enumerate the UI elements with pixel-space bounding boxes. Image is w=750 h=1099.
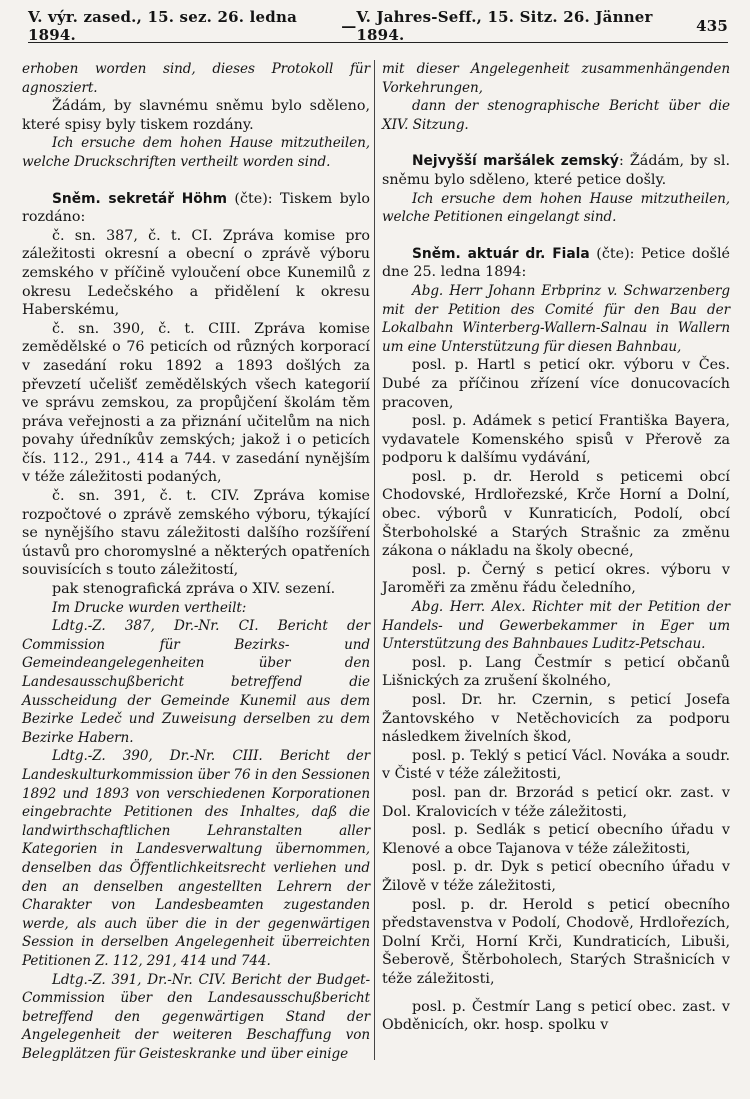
column-divider bbox=[374, 60, 375, 1060]
left-paragraph: Im Drucke wurden vertheilt: bbox=[52, 599, 247, 616]
left-paragraph: Ldtg.-Z. 387, Dr.-Nr. CI. Bericht der Commission für Bezirks- und Gemeindeangelegenheiten über den Landesausschußbericht betreffend die Ausscheidung der Gemeinde Kunemil aus dem Bezirke Ledeč und Zuweisung derselben zu dem Bezirke Habern. bbox=[22, 618, 370, 746]
right-paragraph: Nejvyšší maršálek zemský: Žádám, by sl. sněmu bylo sděleno, které petice došly. bbox=[382, 153, 730, 188]
left-paragraph: Ldtg.-Z. 391, Dr.-Nr. CIV. Bericht der Budget-Commission über den Landesausschußbericht betreffend den gegenwärtigen Stand der Angelegenheit der weiteren Beschaffung von Belegplätzen für Geisteskranke und über einige bbox=[22, 971, 370, 1062]
header-dash: — bbox=[341, 17, 357, 35]
right-paragraph: Abg. Herr Johann Erbprinz v. Schwarzenberg mit der Petition des Comité für den Bau der Lokalbahn Winterberg-Wallern-Salnau in Wallern um eine Unterstützung für diesen Bahnbau, bbox=[382, 282, 730, 355]
page-number: 435 bbox=[696, 17, 728, 35]
right-paragraph: posl. pan dr. Brzorád s peticí okr. zast. v Dol. Kralovicích v téže záležitosti, bbox=[382, 784, 730, 820]
left-paragraph: pak stenografická zpráva o XIV. sezení. bbox=[52, 581, 336, 598]
right-paragraph: Ich ersuche dem hohen Hause mitzutheilen, welche Petitionen eingelangt sind. bbox=[382, 190, 730, 226]
header-czech-session: V. výr. zased., 15. sez. 26. ledna 1894. bbox=[28, 8, 297, 44]
left-paragraph: Ich ersuche dem hohen Hause mitzutheilen, welche Druckschriften vertheilt worden sind. bbox=[22, 135, 370, 170]
right-paragraph: posl. p. Čestmír Lang s peticí obec. zast. v Obděnicích, okr. hosp. spolku v bbox=[382, 998, 730, 1034]
right-paragraph: posl. p. Adámek s peticí Františka Bayera, vydavatele Komenského spisů v Přerově za podporu k dalšímu vydávání, bbox=[382, 413, 730, 467]
left-paragraph: č. sn. 391, č. t. CIV. Zpráva komise rozpočtové o zprávě zemského výboru, týkající se nynějšího stavu záležitosti dalšího rozšíření ústavů pro choromyslné a některých opatřeních souvisících s touto záležitostí, bbox=[22, 488, 370, 579]
left-column bbox=[22, 60, 370, 1063]
right-paragraph: posl. p. Černý s peticí okres. výboru v Jaroměři za změnu řádu čeledního, bbox=[382, 561, 730, 597]
right-paragraph: posl. p. dr. Herold s peticemi obcí Chodovské, Hrdlořezské, Krče Horní a Dolní, obec. výborů v Kunraticích, Podolí, obcí Šterboholské a Starých Strašnic za změnu zákona o nákladu na školy obecné, bbox=[382, 468, 730, 560]
right-paragraph: mit dieser Angelegenheit zusammenhängenden Vorkehrungen, bbox=[382, 61, 730, 96]
left-paragraph: Žádám, by slavnému sněmu bylo sděleno, které spisy byly tiskem rozdány. bbox=[22, 98, 370, 133]
speaker-name: Nejvyšší maršálek zemský bbox=[412, 153, 619, 170]
speaker-name: Sněm. sekretář Höhm bbox=[52, 190, 227, 207]
right-paragraph: posl. p. Sedlák s peticí obecního úřadu v Klenové a obce Tajanova v téže záležitosti, bbox=[382, 822, 730, 857]
right-paragraph: posl. p. Lang Čestmír s peticí občanů Lišnických za zrušení školného, bbox=[382, 654, 730, 690]
header-german-session: V. Jahres-Seff., 15. Sitz. 26. Jänner 1894. bbox=[356, 8, 653, 44]
page-header bbox=[28, 8, 728, 44]
header-rule bbox=[28, 42, 728, 43]
right-column bbox=[382, 60, 730, 1035]
left-paragraph: č. sn. 390, č. t. CIII. Zpráva komise zemědělské o 76 peticích od různých korporací v zasedání roku 1892 a 1893 došlých za převzetí učelišť zemědělských všech kategorií ve správu zemskou, za propůjčení školám těm práva veřejnosti a za přiznání učitelům na nich povahy úředníkův zemských; jakož i o peticích čís. 112., 291., 414 a 744. v zasedání nynějším v téže záležitosti podaných, bbox=[22, 320, 370, 486]
right-paragraph: posl. p. Hartl s peticí okr. výboru v Čes. Dubé za příčinou zřízení více donucovacích pracoven, bbox=[382, 357, 730, 411]
right-paragraph: posl. p. dr. Herold s peticí obecního představenstva v Podolí, Chodově, Hrdlořezích, Dolní Krči, Horní Krči, Kundraticích, Libuši, Šeberově, Štěrboholech, Starých Strašnicích v téže záležitosti, bbox=[382, 896, 730, 987]
right-paragraph: posl. p. Teklý s peticí Václ. Nováka a soudr. v Čisté v téže záležitosti, bbox=[382, 747, 730, 783]
left-paragraph: č. sn. 387, č. t. CI. Zpráva komise pro záležitosti okresní a obecní o zprávě výboru zemského v příčině vyloučení obce Kunemilů z okresu Ledečského a přidělení k okresu Haberskému, bbox=[22, 227, 370, 319]
right-paragraph: posl. Dr. hr. Czernin, s peticí Josefa Žantovského v Netěchovicích za podporu následkem živelních škod, bbox=[382, 692, 730, 746]
right-paragraph: Sněm. aktuár dr. Fiala (čte): Petice došlé dne 25. ledna 1894: bbox=[382, 245, 730, 281]
left-paragraph: Ldtg.-Z. 390, Dr.-Nr. CIII. Bericht der Landeskulturkommission über 76 in den Sessionen 1892 und 1893 von verschiedenen Korporationen eingebrachte Petitionen des Inhaltes, daß die landwirthschaftlichen Lehranstalten aller Kategorien in Landesverwaltung übernommen, denselben das Öffentlichkeitsrecht verliehen und den an denselben angestellten Lehrern der Charakter von Landesbeamten zugestanden werde, als auch über die in der gegenwärtigen Session in derselben Angelegenheit überreichten Petitionen Z. 112, 291, 414 und 744. bbox=[22, 748, 370, 969]
right-paragraph: Abg. Herr. Alex. Richter mit der Petition der Handels- und Gewerbekammer in Eger um Unterstützung des Bahnbaues Luditz-Petschau. bbox=[382, 599, 730, 653]
left-paragraph: Sněm. sekretář Höhm (čte): Tiskem bylo rozdáno: bbox=[22, 190, 370, 226]
right-paragraph: dann der stenographische Bericht über die XIV. Sitzung. bbox=[382, 98, 730, 133]
right-paragraph: posl. p. dr. Dyk s peticí obecního úřadu v Žilově v téže záležitosti, bbox=[382, 859, 730, 894]
speaker-name: Sněm. aktuár dr. Fiala bbox=[412, 245, 590, 262]
left-paragraph: erhoben worden sind, dieses Protokoll für agnosziert. bbox=[22, 61, 370, 96]
